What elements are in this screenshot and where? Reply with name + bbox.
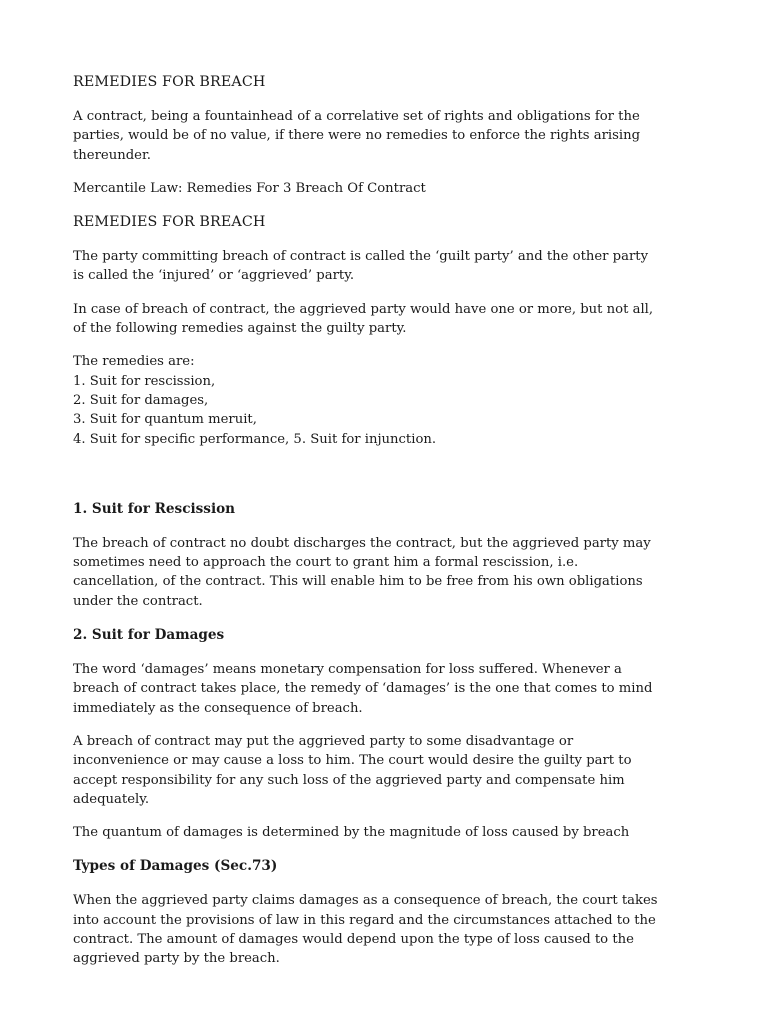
section-2-paragraph-1: The word ‘damages’ means monetary compensation for loss suffered. Whenever a breach of contract takes place, the remedy of ‘damages’ is the one that comes to mind immediately as the consequence of breach. <box>73 662 653 716</box>
remedies-list <box>73 352 708 448</box>
remedy-item: 3. Suit for quantum meruit, <box>73 412 257 428</box>
remedy-item: 1. Suit for rescission, <box>73 373 216 389</box>
types-of-damages-title: Types of Damages (Sec.73) <box>73 858 278 875</box>
types-of-damages-paragraph: When the aggrieved party claims damages as a consequence of breach, the court takes into account the provisions of law in this regard and the circumstances attached to the contract. The amount of damages would depend upon the type of loss caused to the aggrieved party by the breach. <box>73 893 658 967</box>
section-1-title: 1. Suit for Rescission <box>73 500 236 517</box>
paragraph-guilt-party: The party committing breach of contract is called the ‘guilt party’ and the other party is called the ‘injured’ or ‘aggrieved’ party. <box>73 249 649 284</box>
remedy-item: 2. Suit for damages, <box>73 392 209 408</box>
paragraph-intro: A contract, being a fountainhead of a correlative set of rights and obligations for the parties, would be of no value, if there were no remedies to enforce the rights arising thereunder. <box>73 109 641 163</box>
section-1-paragraph: The breach of contract no doubt discharges the contract, but the aggrieved party may sometimes need to approach the court to grant him a formal rescission, i.e. cancellation, of the contract. This will enable him to be free from his own obligations under the contract. <box>73 535 651 609</box>
section-2-paragraph-3: The quantum of damages is determined by the magnitude of loss caused by breach <box>73 825 630 841</box>
section-2-paragraph-2: A breach of contract may put the aggrieved party to some disadvantage or inconvenience or may cause a loss to him. The court would desire the guilty part to accept responsibility for any such loss of the aggrieved party and compensate him adequately. <box>73 733 632 807</box>
paragraph-case-of-breach: In case of breach of contract, the aggrieved party would have one or more, but not all, of the following remedies against the guilty party. <box>73 301 654 337</box>
section-2-title: 2. Suit for Damages <box>73 627 225 644</box>
blank-gap <box>73 463 708 499</box>
source-line: Mercantile Law: Remedies For 3 Breach Of Contract <box>73 180 426 196</box>
heading-remedies-for-breach: REMEDIES FOR BREACH <box>73 74 266 90</box>
remedy-item: 4. Suit for specific performance, 5. Suit for injunction. <box>73 431 437 447</box>
heading-remedies-for-breach-2: REMEDIES FOR BREACH <box>73 214 266 231</box>
remedies-intro: The remedies are: <box>73 354 195 370</box>
